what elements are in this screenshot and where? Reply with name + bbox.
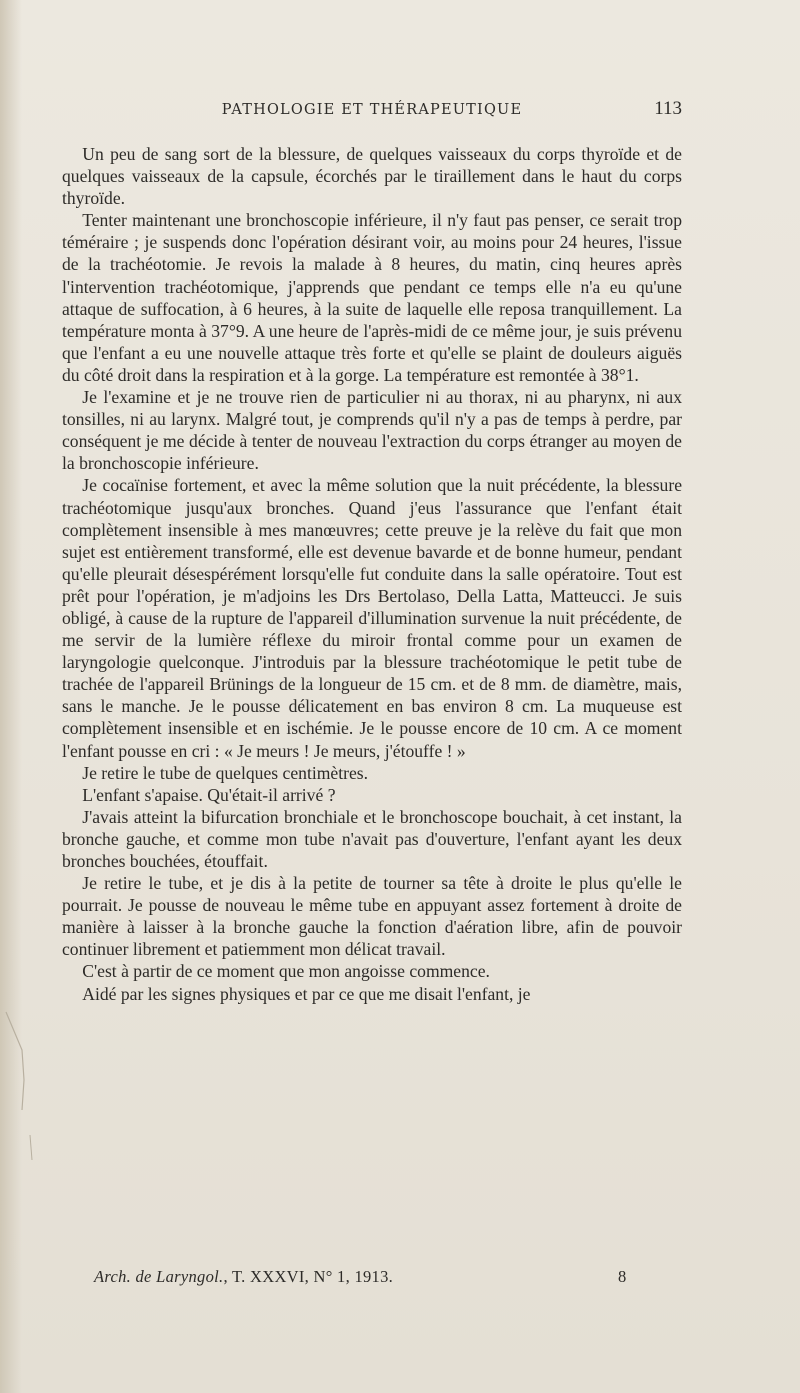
page-number: 113 bbox=[654, 98, 682, 119]
journal-title: Arch. de Laryngol. bbox=[94, 1267, 224, 1286]
paragraph: J'avais atteint la bifurcation bronchiale et le bronchoscope bouchait, à cet instant, la bronche gauche, et comme mon tube n'avait pas d'ouverture, l'enfant ayant les deux bronches bouchées, étouffait. bbox=[62, 806, 682, 871]
body-text bbox=[62, 143, 682, 1005]
paragraph: Un peu de sang sort de la blessure, de quelques vaisseaux du corps thyroïde et de quelques vaisseaux de la capsule, écorchés par le tiraillement dans le haut du corps thyroïde. bbox=[62, 144, 682, 209]
margin-pencil-mark bbox=[2, 1010, 36, 1160]
paragraph: Je l'examine et je ne trouve rien de particulier ni au thorax, ni au pharynx, ni aux tonsilles, ni au larynx. Malgré tout, je comprends qu'il n'y a pas de temps à perdre, par conséquent je me décide à tenter de nouveau l'extraction du corps étranger au moyen de la bronchoscopie inférieure. bbox=[62, 387, 682, 474]
paragraph: Aidé par les signes physiques et par ce que me disait l'enfant, je bbox=[82, 983, 531, 1004]
paragraph: Tenter maintenant une bronchoscopie inférieure, il n'y faut pas penser, ce serait trop téméraire ; je suspends donc l'opération désirant voir, au moins pour 24 heures, l'issue de la trachéotomie. Je revois la malade à 8 heures, du matin, cinq heures après l'intervention trachéotomique, j'apprends que pendant ce temps elle n'a eu qu'une attaque de suffocation, à 6 heures, à la suite de laquelle elle reposa tranquillement. La température monta à 37°9. A une heure de l'après-midi de ce même jour, je suis prévenu que l'enfant a eu une nouvelle attaque très forte et qu'elle se plaint de douleurs aiguës du côté droit dans la respiration et à la gorge. La température est remontée à 38°1. bbox=[62, 210, 682, 385]
journal-volume: , T. XXXVI, N° 1, 1913. bbox=[223, 1267, 394, 1286]
paragraph: C'est à partir de ce moment que mon angoisse commence. bbox=[82, 961, 490, 982]
paragraph: Je retire le tube, et je dis à la petite de tourner sa tête à droite le plus qu'elle le pourrait. Je pousse de nouveau le même tube en appuyant assez fortement à droite de manière à laisser à la bronche gauche la fonction d'aération libre, afin de pouvoir continuer librement et patiemment mon délicat travail. bbox=[62, 873, 682, 960]
paragraph: Je retire le tube de quelques centimètres. bbox=[82, 762, 369, 783]
paragraph: Je cocaïnise fortement, et avec la même solution que la nuit précédente, la blessure trachéotomique jusqu'aux bronches. Quand j'eus l'assurance que l'enfant était complètement insensible à mes manœuvres; cette preuve je la relève du fait que mon sujet est entièrement transformé, elle est devenue bavarde et de bonne humeur, pendant qu'elle pleurait désespérément lorsqu'elle fut conduite dans la salle opératoire. Tout est prêt pour l'opération, je m'adjoins les Drs Bertolaso, Della Latta, Matteucci. Je suis obligé, à cause de la rupture de l'appareil d'illumination survenue la nuit précédente, de me servir de la lumière réflexe du miroir frontal comme pour un examen de laryngologie quelconque. J'introduis par la blessure trachéotomique le petit tube de trachée de l'appareil Brünings de la longueur de 15 cm. et de 8 mm. de diamètre, mais, sans le manche. Je le pousse délicatement en bas environ 8 cm. La muqueuse est complètement insensible et en ischémie. Je le pousse encore de 10 cm. A ce moment l'enfant pousse en cri : « Je meurs ! Je meurs, j'étouffe ! » bbox=[62, 475, 682, 761]
page-header bbox=[62, 98, 682, 128]
sheet-number: 8 bbox=[618, 1267, 627, 1286]
running-title: PATHOLOGIE ET THÉRAPEUTIQUE bbox=[221, 102, 523, 118]
journal-reference bbox=[94, 1267, 393, 1287]
paragraph: L'enfant s'apaise. Qu'était-il arrivé ? bbox=[82, 784, 336, 805]
